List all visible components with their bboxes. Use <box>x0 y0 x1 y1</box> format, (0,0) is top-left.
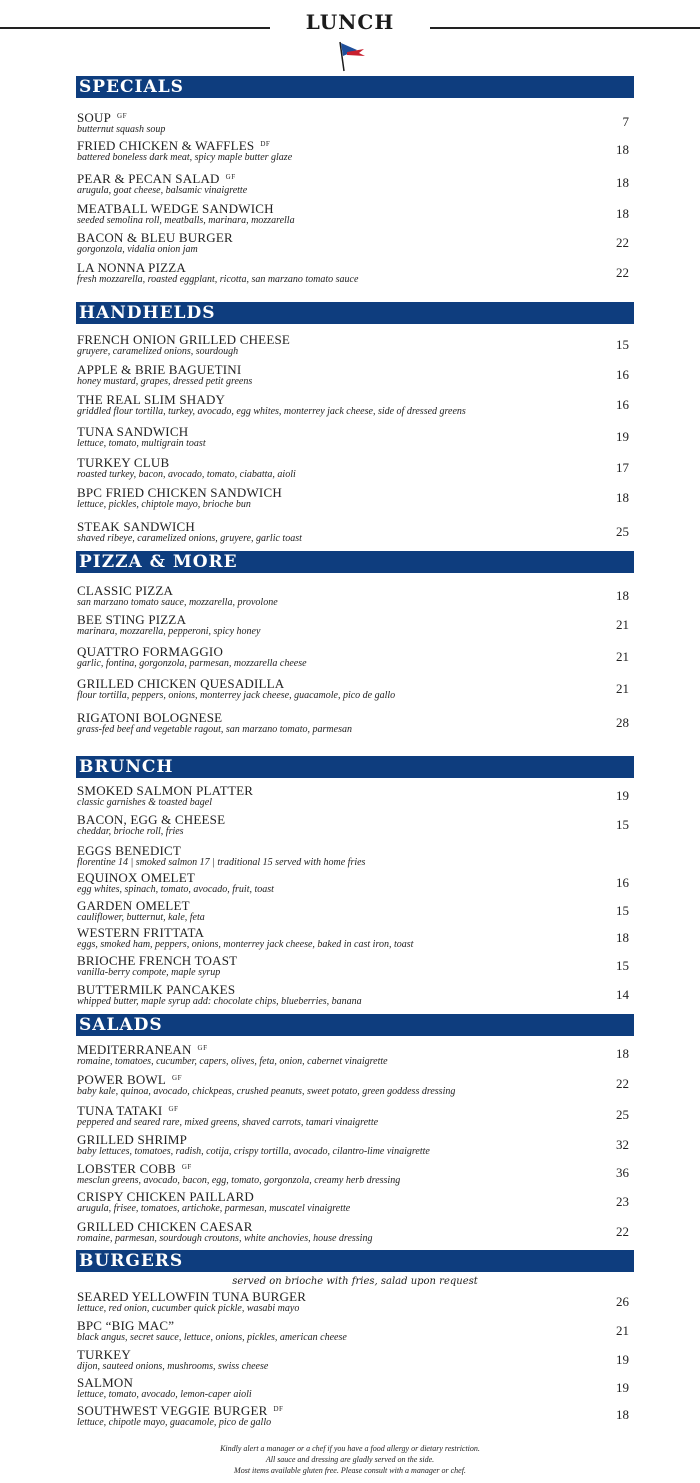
item-description: arugula, frisee, tomatoes, artichoke, parmesan, muscatel vinaigrette <box>77 1203 351 1214</box>
section-specials <box>76 76 634 291</box>
item-name-line <box>77 1376 633 1389</box>
item-name-line <box>77 584 633 597</box>
item-price: 16 <box>616 397 629 412</box>
item-name-line <box>77 486 633 499</box>
dietary-tag: GF <box>168 1105 179 1113</box>
section-title: SPECIALS <box>76 76 634 98</box>
item-name-line <box>77 261 633 274</box>
item-description: san marzano tomato sauce, mozzarella, provolone <box>77 597 278 608</box>
menu-item <box>77 1042 633 1067</box>
item-price: 21 <box>616 1323 629 1338</box>
item-name-line <box>77 871 633 884</box>
item-description: seeded semolina roll, meatballs, marinara, mozzarella <box>77 215 295 226</box>
dietary-tag: GF <box>172 1074 182 1082</box>
item-price: 15 <box>616 958 629 973</box>
item-description: lettuce, tomato, multigrain toast <box>77 438 206 449</box>
item-price: 28 <box>616 715 629 730</box>
item-price: 16 <box>616 875 629 890</box>
section-title: BRUNCH <box>76 756 634 778</box>
item-price: 26 <box>616 1294 629 1309</box>
item-name: THE REAL SLIM SHADY <box>77 392 226 407</box>
menu-item <box>77 1190 633 1214</box>
item-price: 17 <box>616 460 629 475</box>
item-name: SOUP <box>77 110 112 125</box>
item-name: FRIED CHICKEN & WAFFLES <box>77 138 255 153</box>
menu-item <box>77 363 633 387</box>
item-price: 22 <box>616 1224 629 1239</box>
item-name: BACON, EGG & CHEESE <box>77 812 226 827</box>
section-pizza <box>76 551 634 736</box>
item-price: 22 <box>616 1076 629 1091</box>
item-price: 18 <box>616 142 629 157</box>
menu-item <box>77 711 633 735</box>
item-description: roasted turkey, bacon, avocado, tomato, ciabatta, aioli <box>77 469 296 480</box>
item-price: 15 <box>616 337 629 352</box>
item-description: egg whites, spinach, tomato, avocado, fruit, toast <box>77 884 274 895</box>
item-price: 25 <box>616 1107 629 1122</box>
menu-item <box>77 1319 633 1343</box>
item-name: APPLE & BRIE BAGUETINI <box>77 362 242 377</box>
item-price: 22 <box>616 235 629 250</box>
item-name: STEAK SANDWICH <box>77 519 195 534</box>
item-name: SMOKED SALMON PLATTER <box>77 783 254 798</box>
item-name-line <box>77 1348 633 1361</box>
item-name-line <box>77 138 633 152</box>
item-description: florentine 14 | smoked salmon 17 | traditional 15 served with home fries <box>77 857 366 868</box>
header-rule-left <box>0 27 270 29</box>
item-description: griddled flour tortilla, turkey, avocado, egg whites, monterrey jack cheese, side of dressed greens <box>77 406 466 417</box>
item-name-line <box>77 202 633 215</box>
item-name-line <box>77 333 633 346</box>
item-name-line <box>77 1190 633 1203</box>
item-name-line <box>77 613 633 626</box>
item-price: 15 <box>616 903 629 918</box>
dietary-tag: DF <box>273 1405 284 1413</box>
menu-item <box>77 784 633 808</box>
item-price: 19 <box>616 1380 629 1395</box>
item-description: shaved ribeye, caramelized onions, gruyere, garlic toast <box>77 533 302 544</box>
item-name-line <box>77 1220 633 1233</box>
footer-line: All sauce and dressing are gladly served on the side. <box>265 1455 435 1464</box>
item-name: EQUINOX OMELET <box>77 870 195 885</box>
menu-item <box>77 425 633 449</box>
item-name-line <box>77 1161 633 1175</box>
item-name-line <box>77 425 633 438</box>
item-description: gorgonzola, vidalia onion jam <box>77 244 198 255</box>
item-name: BRIOCHE FRENCH TOAST <box>77 953 238 968</box>
item-name-line <box>77 645 633 658</box>
section-title: BURGERS <box>76 1250 634 1272</box>
item-name-line <box>77 110 633 124</box>
item-name: LA NONNA PIZZA <box>77 260 186 275</box>
menu-item <box>77 171 633 196</box>
menu-item <box>77 110 633 135</box>
menu-item <box>77 1161 633 1186</box>
item-name: EGGS BENEDICT <box>77 843 182 858</box>
item-description: lettuce, red onion, cucumber quick pickle, wasabi mayo <box>77 1303 300 1314</box>
item-name: WESTERN FRITTATA <box>77 925 205 940</box>
item-name: SEARED YELLOWFIN TUNA BURGER <box>77 1289 307 1304</box>
item-name-line <box>77 363 633 376</box>
menu-item <box>77 520 633 544</box>
menu-item <box>77 613 633 637</box>
item-name: BPC FRIED CHICKEN SANDWICH <box>77 485 282 500</box>
menu-item <box>77 1290 633 1314</box>
menu-item <box>77 899 633 923</box>
item-price: 19 <box>616 788 629 803</box>
item-name-line <box>77 677 633 690</box>
section-title: HANDHELDS <box>76 302 634 324</box>
menu-item <box>77 138 633 163</box>
item-name: TUNA SANDWICH <box>77 424 189 439</box>
item-description: eggs, smoked ham, peppers, onions, monterrey jack cheese, baked in cast iron, toast <box>77 939 414 950</box>
item-price: 18 <box>616 1407 629 1422</box>
menu-item <box>77 954 633 978</box>
item-price: 23 <box>616 1194 629 1209</box>
menu-item <box>77 1376 633 1400</box>
item-name-line <box>77 1103 633 1117</box>
item-description: whipped butter, maple syrup add: chocolate chips, blueberries, banana <box>77 996 362 1007</box>
menu-item <box>77 844 633 868</box>
item-price: 18 <box>616 588 629 603</box>
section-salads <box>76 1014 634 1244</box>
item-name: TURKEY <box>77 1347 131 1362</box>
item-name: BEE STING PIZZA <box>77 612 187 627</box>
item-name: PEAR & PECAN SALAD <box>77 171 220 186</box>
menu-item <box>77 983 633 1007</box>
item-description: butternut squash soup <box>77 124 166 135</box>
item-description: romaine, tomatoes, cucumber, capers, olives, feta, onion, cabernet vinaigrette <box>77 1056 388 1067</box>
item-description: vanilla-berry compote, maple syrup <box>77 967 221 978</box>
item-name-line <box>77 1072 633 1086</box>
item-description: grass-fed beef and vegetable ragout, san marzano tomato, parmesan <box>77 724 352 735</box>
menu-item <box>77 231 633 255</box>
item-price: 7 <box>622 114 629 129</box>
dietary-tag: GF <box>117 112 127 120</box>
item-name-line <box>77 520 633 533</box>
item-name-line <box>77 171 633 185</box>
section-brunch <box>76 756 634 1006</box>
item-price: 36 <box>616 1165 629 1180</box>
menu-item <box>77 486 633 510</box>
menu-item <box>77 1403 633 1428</box>
item-description: honey mustard, grapes, dressed petit greens <box>77 376 253 387</box>
menu-item <box>77 1072 633 1097</box>
dietary-tag: GF <box>225 173 236 181</box>
menu-item <box>77 645 633 669</box>
section-note: served on brioche with fries, salad upon request <box>232 1276 478 1287</box>
menu-item <box>77 871 633 895</box>
item-price: 19 <box>616 1352 629 1367</box>
item-description: flour tortilla, peppers, onions, monterrey jack cheese, guacamole, pico de gallo <box>77 690 396 701</box>
menu-item <box>77 1348 633 1372</box>
item-name-line <box>77 1403 633 1417</box>
item-description: mesclun greens, avocado, bacon, egg, tomato, gorgonzola, creamy herb dressing <box>77 1175 401 1186</box>
item-name-line <box>77 231 633 244</box>
menu-item <box>77 926 633 950</box>
item-description: dijon, sauteed onions, mushrooms, swiss cheese <box>77 1361 269 1372</box>
item-name: FRENCH ONION GRILLED CHEESE <box>77 332 291 347</box>
item-price: 15 <box>616 817 629 832</box>
item-name: BACON & BLEU BURGER <box>77 230 233 245</box>
lunch-logo <box>285 8 415 70</box>
item-description: peppered and seared rare, mixed greens, shaved carrots, tamari vinaigrette <box>77 1117 379 1128</box>
menu-item <box>77 1220 633 1244</box>
item-price: 18 <box>616 490 629 505</box>
section-title: SALADS <box>76 1014 634 1036</box>
item-name: GRILLED CHICKEN QUESADILLA <box>77 676 285 691</box>
menu-item <box>77 677 633 701</box>
item-description: lettuce, pickles, chiptole mayo, brioche bun <box>77 499 251 510</box>
item-price: 21 <box>616 681 629 696</box>
item-name: LOBSTER COBB <box>77 1161 176 1176</box>
item-description: black angus, secret sauce, lettuce, onions, pickles, american cheese <box>77 1332 347 1343</box>
allergy-notice <box>100 1443 600 1476</box>
item-name-line <box>77 784 633 797</box>
item-name-line <box>77 926 633 939</box>
item-description: baby lettuces, tomatoes, radish, cotija, crispy tortilla, avocado, cilantro-lime vinaigrette <box>77 1146 430 1157</box>
item-name: GRILLED SHRIMP <box>77 1132 188 1147</box>
item-description: garlic, fontina, gorgonzola, parmesan, mozzarella cheese <box>77 658 307 669</box>
item-name: CLASSIC PIZZA <box>77 583 174 598</box>
item-name-line <box>77 844 633 857</box>
page-title: LUNCH <box>305 10 395 34</box>
menu-item <box>77 202 633 226</box>
item-description: lettuce, chipotle mayo, guacamole, pico de gallo <box>77 1417 272 1428</box>
item-name-line <box>77 1319 633 1332</box>
item-price: 32 <box>616 1137 629 1152</box>
item-price: 18 <box>616 206 629 221</box>
item-price: 25 <box>616 524 629 539</box>
menu-item <box>77 1133 633 1157</box>
item-description: battered boneless dark meat, spicy maple butter glaze <box>77 152 293 163</box>
item-price: 14 <box>616 987 629 1002</box>
section-burgers <box>76 1250 634 1435</box>
item-name-line <box>77 1042 633 1056</box>
item-price: 18 <box>616 175 629 190</box>
item-description: lettuce, tomato, avocado, lemon-caper aioli <box>77 1389 252 1400</box>
menu-item <box>77 456 633 480</box>
item-name: SOUTHWEST VEGGIE BURGER <box>77 1403 268 1418</box>
item-description: baby kale, quinoa, avocado, chickpeas, crushed peanuts, sweet potato, green goddess dressing <box>77 1086 456 1097</box>
dietary-tag: GF <box>181 1163 192 1171</box>
section-title: PIZZA & MORE <box>76 551 634 573</box>
item-description: gruyere, caramelized onions, sourdough <box>77 346 239 357</box>
item-name: CRISPY CHICKEN PAILLARD <box>77 1189 254 1204</box>
item-name-line <box>77 1133 633 1146</box>
item-name: QUATTRO FORMAGGIO <box>77 644 224 659</box>
footer-line: Kindly alert a manager or a chef if you have a food allergy or dietary restriction. <box>220 1444 480 1453</box>
menu-item <box>77 1103 633 1128</box>
item-name: POWER BOWL <box>77 1072 167 1087</box>
item-description: romaine, parmesan, sourdough croutons, white anchovies, house dressing <box>77 1233 373 1244</box>
item-name: MEDITERRANEAN <box>77 1042 192 1057</box>
menu-item <box>77 584 633 608</box>
item-price: 18 <box>616 930 629 945</box>
item-name: GRILLED CHICKEN CAESAR <box>77 1219 253 1234</box>
item-name-line <box>77 983 633 996</box>
item-name-line <box>77 711 633 724</box>
item-name-line <box>77 393 633 406</box>
item-name: TURKEY CLUB <box>77 455 170 470</box>
item-price: 21 <box>616 617 629 632</box>
menu-item <box>77 261 633 285</box>
item-name-line <box>77 1290 633 1303</box>
dietary-tag: DF <box>260 140 271 148</box>
dietary-tag: GF <box>197 1044 208 1052</box>
item-name-line <box>77 899 633 912</box>
item-price: 18 <box>616 1046 629 1061</box>
item-description: fresh mozzarella, roasted eggplant, ricotta, san marzano tomato sauce <box>77 274 359 285</box>
menu-item <box>77 813 633 837</box>
item-price: 19 <box>616 429 629 444</box>
menu-item <box>77 393 633 417</box>
item-name: TUNA TATAKI <box>77 1103 163 1118</box>
footer-line: Most items available gluten free. Please consult with a manager or chef. <box>234 1466 466 1475</box>
item-name: BPC “BIG MAC” <box>77 1318 175 1333</box>
menu-item <box>77 333 633 357</box>
item-price: 21 <box>616 649 629 664</box>
item-description: arugula, goat cheese, balsamic vinaigrette <box>77 185 248 196</box>
item-name-line <box>77 813 633 826</box>
item-description: cauliflower, butternut, kale, feta <box>77 912 205 923</box>
item-name: RIGATONI BOLOGNESE <box>77 710 223 725</box>
item-name: GARDEN OMELET <box>77 898 190 913</box>
item-name: BUTTERMILK PANCAKES <box>77 982 236 997</box>
flag-icon <box>337 40 369 72</box>
item-description: marinara, mozzarella, pepperoni, spicy honey <box>77 626 261 637</box>
item-price: 22 <box>616 265 629 280</box>
item-price: 16 <box>616 367 629 382</box>
item-name: SALMON <box>77 1375 134 1390</box>
item-description: cheddar, brioche roll, fries <box>77 826 184 837</box>
item-description: classic garnishes & toasted bagel <box>77 797 212 808</box>
section-handhelds <box>76 302 634 547</box>
header-rule-right <box>430 27 700 29</box>
item-name: MEATBALL WEDGE SANDWICH <box>77 201 274 216</box>
item-name-line <box>77 456 633 469</box>
item-name-line <box>77 954 633 967</box>
